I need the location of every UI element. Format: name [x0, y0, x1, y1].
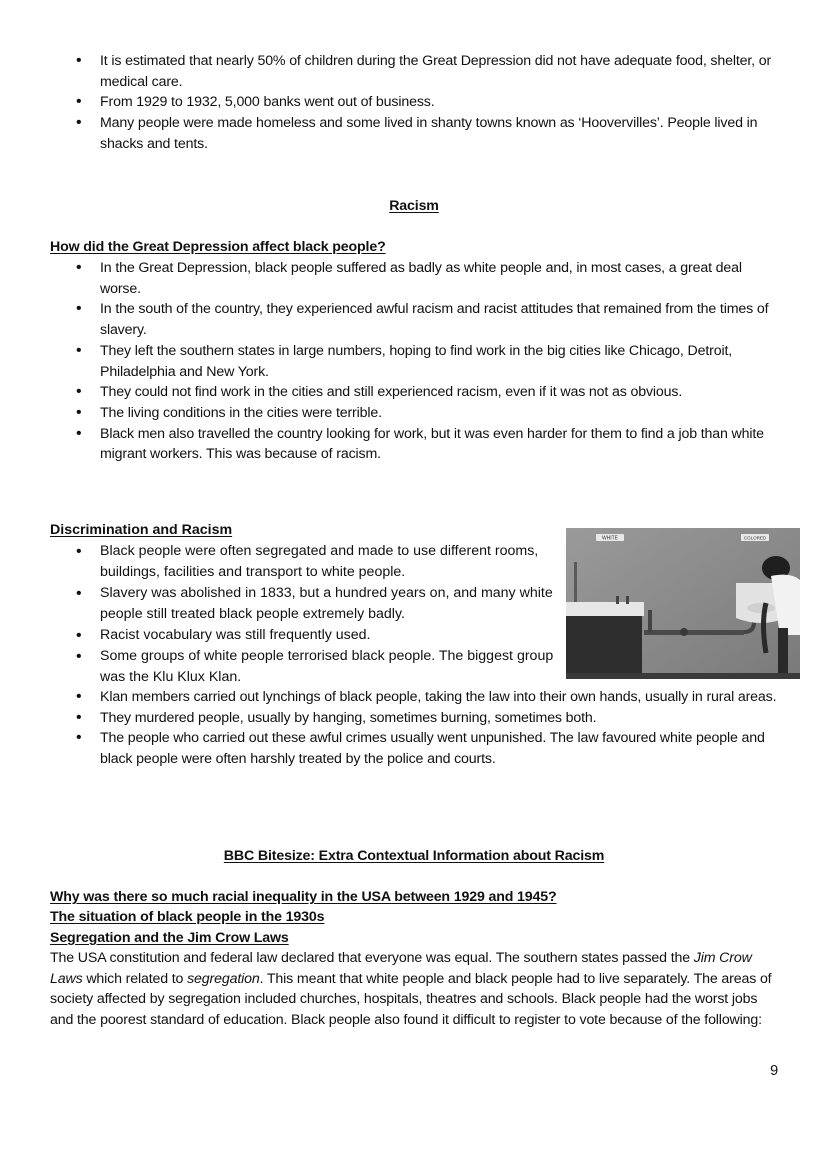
- bbc-paragraph: [50, 948, 780, 1031]
- list-item: • In the Great Depression, black people suffered as badly as white people and, in most cases, a great deal worse.: [76, 258, 781, 299]
- intro-bullet-list: [76, 51, 781, 155]
- paragraph-italic-segregation: segregation: [187, 970, 260, 987]
- list-item: • The living conditions in the cities were terrible.: [76, 403, 781, 424]
- list-item: • Racist vocabulary was still frequently used.: [76, 625, 556, 646]
- segregated-fountains-photo: [566, 528, 800, 679]
- discrimination-bullet-list-continued: [76, 687, 781, 770]
- section-title-racism: Racism: [389, 198, 439, 214]
- photo-illustration: [566, 528, 800, 679]
- list-item: • They left the southern states in large numbers, hoping to find work in the big cities like Chicago, Detroit, Philadelphia and New York.: [76, 341, 781, 382]
- list-item: • They could not find work in the cities and still experienced racism, even if it was not as obvious.: [76, 382, 781, 403]
- paragraph-text: . This meant that white people and black people had to live separately. The areas of society affected by segregation included churches, hospitals, theatres and schools. Black people had the worst jobs and the poorest standard of education. Black people also found it difficult to register to vote because of the following:: [50, 970, 772, 1029]
- list-item: • Klan members carried out lynchings of black people, taking the law into their own hands, usually in rural areas.: [76, 687, 781, 708]
- bbc-subheading-situation: The situation of black people in the 1930s: [50, 909, 325, 925]
- list-item: • In the south of the country, they experienced awful racism and racist attitudes that remained from the times of slavery.: [76, 299, 781, 340]
- racism-bullet-list: [76, 258, 781, 465]
- list-item: • Slavery was abolished in 1833, but a hundred years on, and many white people still treated black people extremely badly.: [76, 583, 556, 625]
- bbc-subheading-segregation: Segregation and the Jim Crow Laws: [50, 930, 289, 946]
- list-item: • Black people were often segregated and made to use different rooms, buildings, facilities and transport to white people.: [76, 541, 556, 583]
- discrimination-heading: Discrimination and Racism: [50, 522, 233, 538]
- bbc-section-title: BBC Bitesize: Extra Contextual Information about Racism: [223, 848, 605, 864]
- svg-text:COLORED: COLORED: [743, 535, 767, 541]
- page-number: 9: [770, 1063, 778, 1079]
- discrimination-bullet-list: [76, 541, 556, 688]
- list-item: • They murdered people, usually by hanging, sometimes burning, sometimes both.: [76, 708, 781, 729]
- list-item: • It is estimated that nearly 50% of children during the Great Depression did not have adequate food, shelter, or medical care.: [76, 51, 781, 92]
- list-item: • The people who carried out these awful crimes usually went unpunished. The law favoured white people and black people were often harshly treated by the police and courts.: [76, 728, 781, 769]
- racism-question-heading: How did the Great Depression affect black people?: [50, 239, 386, 255]
- bbc-question-heading: Why was there so much racial inequality in the USA between 1929 and 1945?: [50, 889, 557, 905]
- paragraph-text: The USA constitution and federal law declared that everyone was equal. The southern states passed the: [50, 950, 694, 966]
- list-item: • Many people were made homeless and some lived in shanty towns known as ‘Hoovervilles’. People lived in shacks and tents.: [76, 113, 781, 154]
- paragraph-italic-jim-crow: Jim Crow Laws: [50, 950, 752, 987]
- paragraph-text: which related to: [82, 970, 188, 987]
- list-item: • From 1929 to 1932, 5,000 banks went out of business.: [76, 92, 781, 113]
- svg-text:WHITE: WHITE: [601, 535, 619, 542]
- list-item: • Black men also travelled the country looking for work, but it was even harder for them to find a job than white migrant workers. This was because of racism.: [76, 424, 781, 465]
- list-item: • Some groups of white people terrorised black people. The biggest group was the Klu Klux Klan.: [76, 646, 556, 688]
